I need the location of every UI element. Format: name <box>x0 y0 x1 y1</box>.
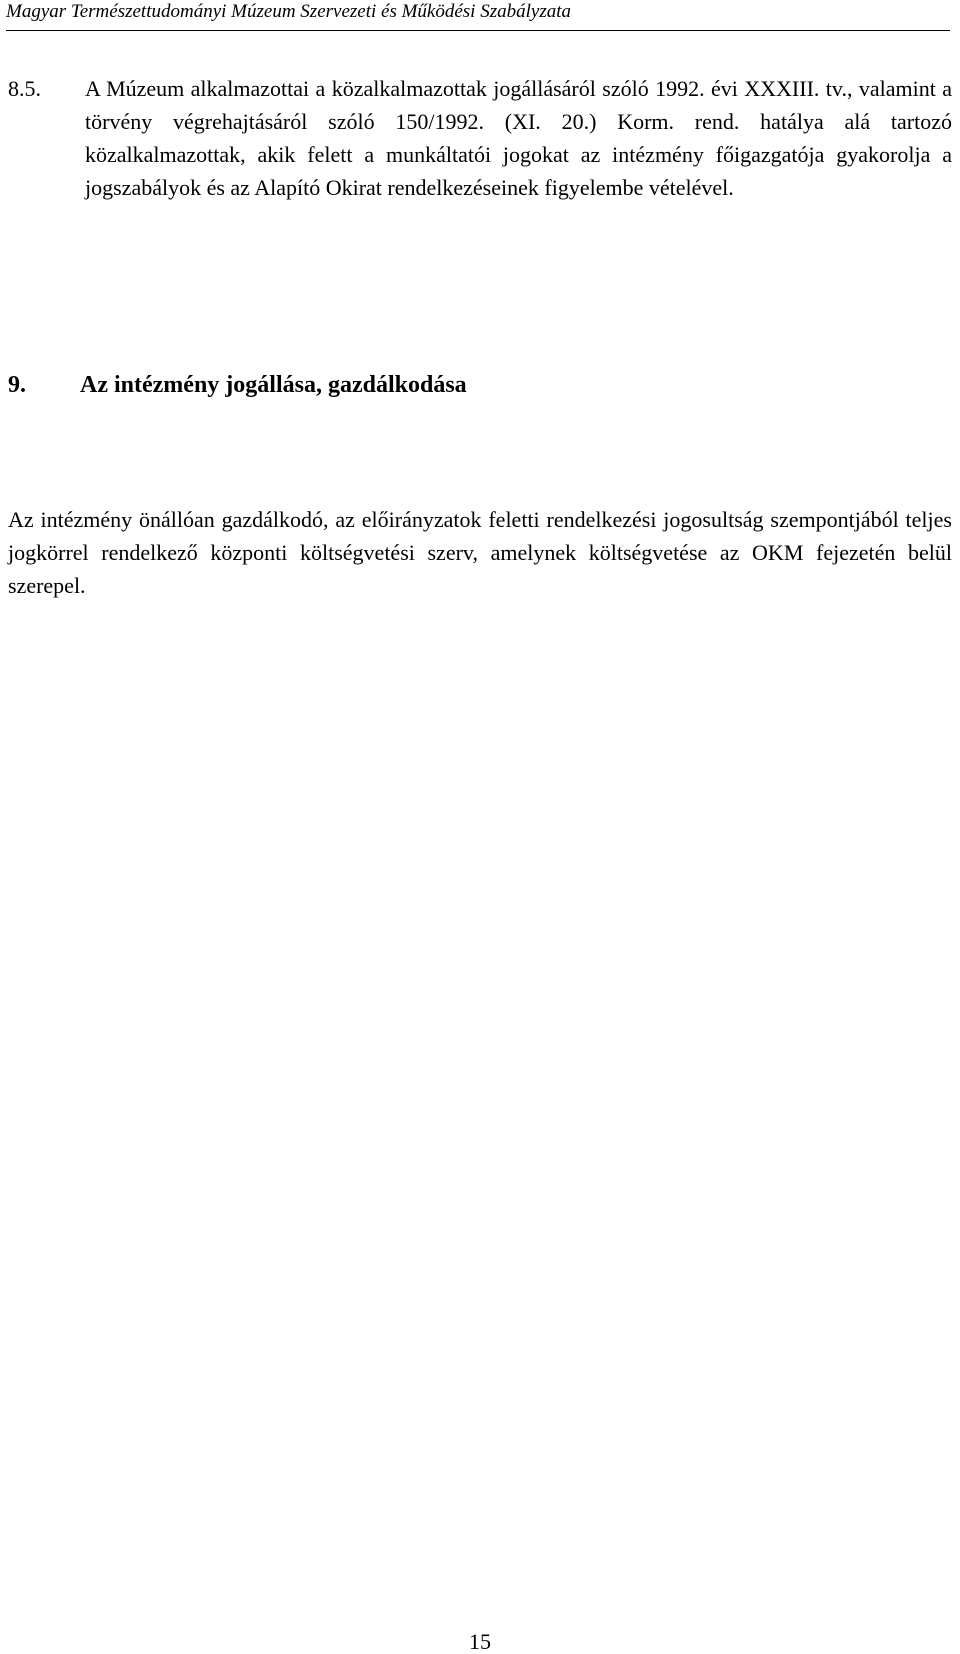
section-title: Az intézmény jogállása, gazdálkodása <box>80 372 467 398</box>
clause-text: A Múzeum alkalmazottai a közalkalmazottak jogállásáról szóló 1992. évi XXXIII. tv., valamint a törvény végrehajtásáról szóló 150/1992. (XI. 20.) Korm. rend. hatálya alá tartozó közalkalmazottak, akik felett a munkáltatói jogokat az intézmény főigazgatója gyakorolja a jogszabályok és az Alapító Okirat rendelkezéseinek figyelembe vételével. <box>85 76 952 200</box>
section-heading <box>8 370 467 400</box>
section-paragraph: Az intézmény önállóan gazdálkodó, az előirányzatok feletti rendelkezési jogosultság szempontjából teljes jogkörrel rendelkező központi költségvetési szerv, amelynek költségvetése az OKM fejezetén belül szerepel. <box>8 507 952 598</box>
clause-number: 8.5. <box>8 76 41 101</box>
section-number: 9. <box>8 372 26 398</box>
clause-8-5 <box>8 72 952 204</box>
page-number: 15 <box>469 1629 491 1654</box>
running-header: Magyar Természettudományi Múzeum Szervezeti és Működési Szabályzata <box>6 0 950 31</box>
